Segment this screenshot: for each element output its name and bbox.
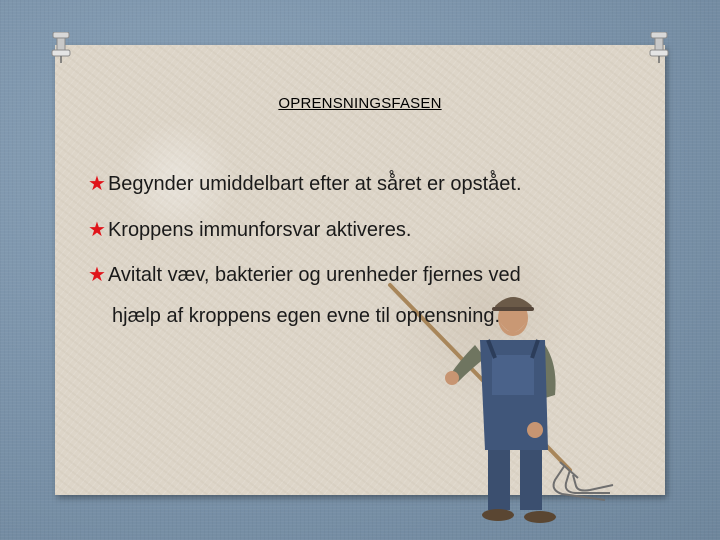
bullet-item xyxy=(88,263,521,287)
bullet-text: Avitalt væv, bakterier og urenheder fjernes ved xyxy=(107,264,521,286)
pushpin-icon xyxy=(648,32,670,64)
bullet-text: Begynder umiddelbart efter at så̊ret er opstå̊et. xyxy=(107,173,522,195)
slide-title: OPRENSNINGSFASEN xyxy=(278,95,442,112)
star-icon: ★ xyxy=(88,264,106,286)
bullet-item xyxy=(88,218,411,242)
bullet-continuation-text: hjælp af kroppens egen evne til oprensning. xyxy=(112,305,501,327)
star-icon: ★ xyxy=(88,173,106,195)
bullet-text: Kroppens immunforsvar aktiveres. xyxy=(107,219,412,241)
star-icon: ★ xyxy=(88,219,106,241)
pushpin-icon xyxy=(50,32,72,64)
bullet-item xyxy=(88,172,522,196)
